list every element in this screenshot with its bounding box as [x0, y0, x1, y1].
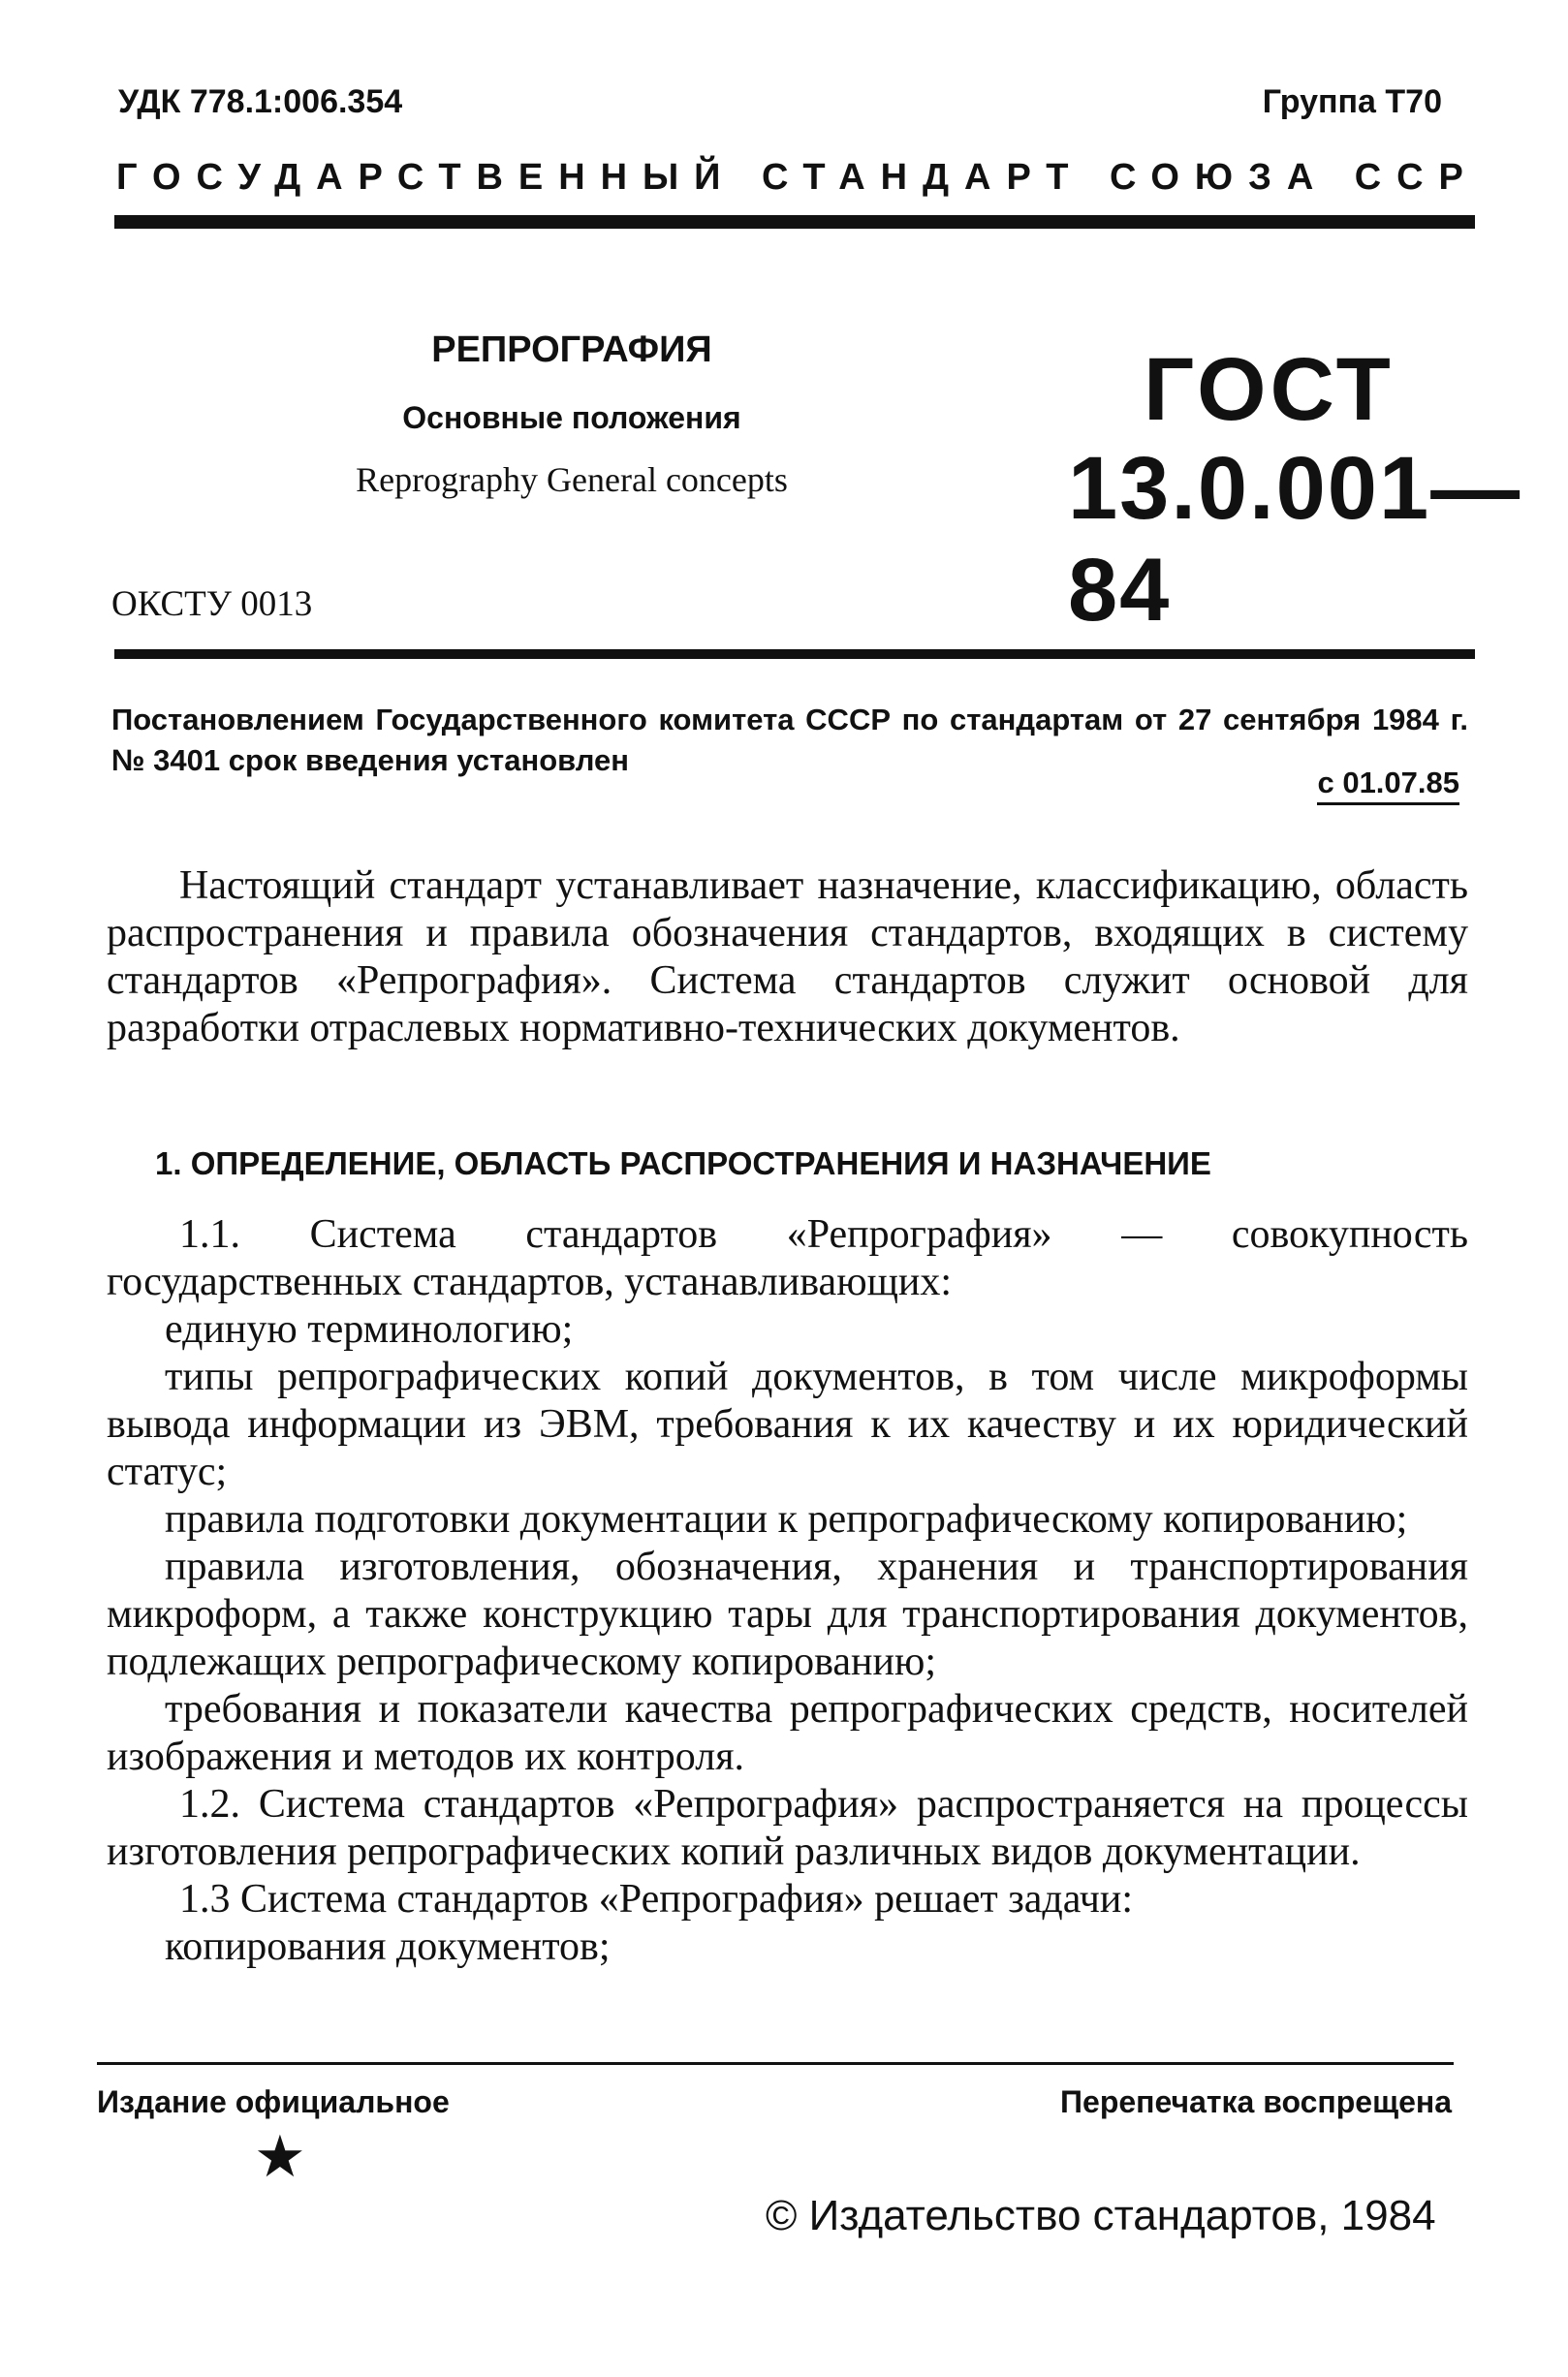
english-title: Reprography General concepts [356, 460, 788, 499]
official-edition-label: Издание официальное [97, 2084, 450, 2119]
title-block [291, 329, 853, 500]
standard-title: РЕПРОГРАФИЯ [431, 329, 712, 370]
gost-number: 13.0.001—84 [1068, 439, 1522, 640]
footer-rule [97, 2062, 1454, 2065]
clause-1-2: 1.2. Система стандартов «Репрография» распространяется на процессы изготовления репрографических копий различных видов документации. [107, 1782, 1468, 1874]
okstu-rule [114, 649, 1475, 659]
publisher-copyright: © Издательство стандартов, 1984 [766, 2192, 1436, 2239]
list-item: копирования документов; [165, 1924, 611, 1969]
intro-paragraph: Настоящий стандарт устанавливает назначение, классификацию, область распространения и правила обозначения стандартов, входящих в систему стандартов «Репрография». Система стандартов служит основой для разработки отраслевых нормативно-технических документов. [107, 863, 1468, 1050]
gost-label: ГОСТ [1144, 340, 1395, 439]
effective-date: с 01.07.85 [1317, 766, 1459, 805]
group-code: Группа Т70 [1262, 83, 1442, 120]
reprint-notice: Перепечатка воспрещена [1060, 2084, 1452, 2119]
state-standard-banner: ГОСУДАРСТВЕННЫЙ СТАНДАРТ СОЮЗА ССР [116, 157, 1479, 198]
clause-1-1: 1.1. Система стандартов «Репрография» — совокупность государственных стандартов, устанавливающих: [107, 1212, 1468, 1304]
list-item: единую терминологию; [165, 1307, 574, 1352]
list-item: правила подготовки документации к репрографическому копированию; [165, 1497, 1408, 1542]
udk-code: УДК 778.1:006.354 [118, 83, 403, 120]
section-heading: 1. ОПРЕДЕЛЕНИЕ, ОБЛАСТЬ РАСПРОСТРАНЕНИЯ И НАЗНАЧЕНИЕ [155, 1145, 1211, 1181]
section-body [107, 1211, 1468, 1971]
list-item: типы репрографических копий документов, в том числе микроформы вывода информации из ЭВМ, требования к их качеству и их юридический статус; [107, 1355, 1468, 1494]
decree-text: Постановлением Государственного комитета СССР по стандартам от 27 сентября 1984 г. № 3401 срок введения установлен [111, 703, 1468, 777]
okstu-code: ОКСТУ 0013 [111, 584, 313, 624]
header-rule [114, 215, 1475, 229]
list-item: правила изготовления, обозначения, хранения и транспортирования микроформ, а также конструкцию тары для транспортирования документов, подлежащих репрографическому копированию; [107, 1545, 1468, 1684]
standard-subtitle: Основные положения [402, 400, 741, 435]
list-item: требования и показатели качества репрографических средств, носителей изображения и методов их контроля. [107, 1687, 1468, 1779]
clause-1-3: 1.3 Система стандартов «Репрография» решает задачи: [179, 1877, 1134, 1922]
star-icon: ★ [254, 2123, 306, 2191]
